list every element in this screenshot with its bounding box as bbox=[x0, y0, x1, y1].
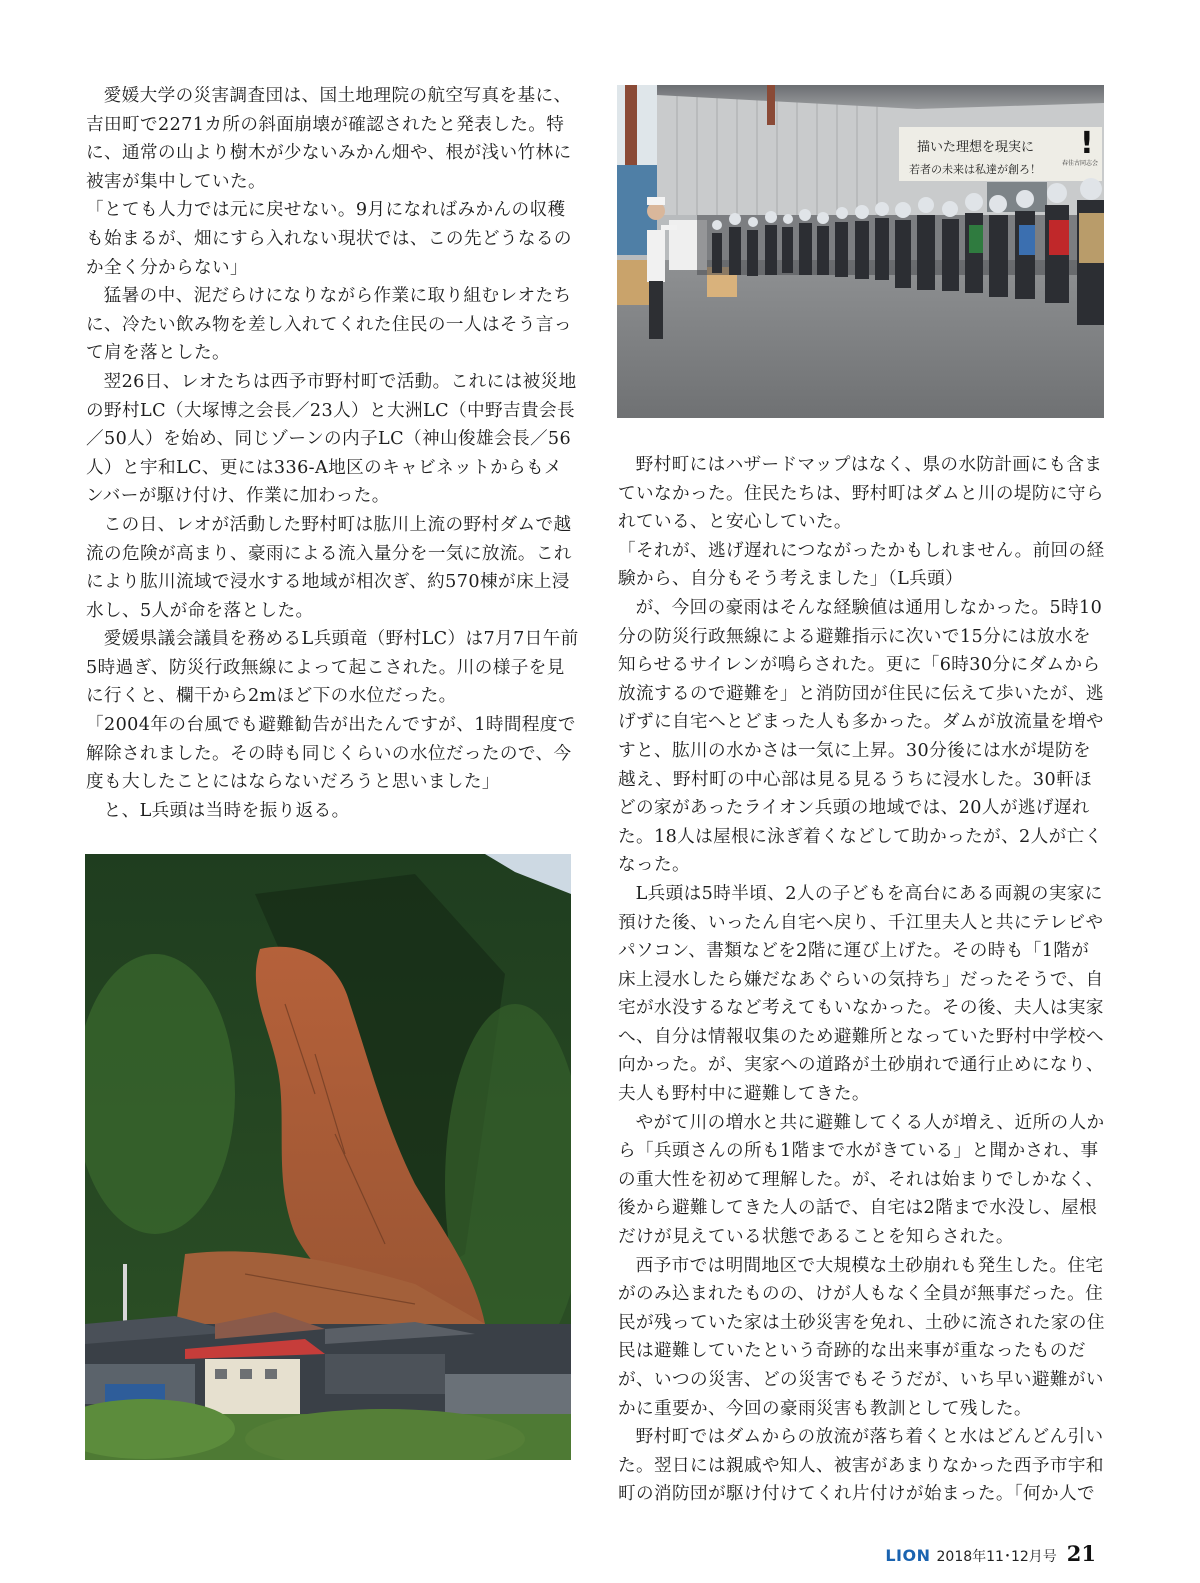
paragraph: が、今回の豪雨はそんな経験値は通用しなかった。5時10分の防災行政無線による避難指示に次いで15分には放水を知らせるサイレンが鳴らされた。更に「6時30分にダムから放流するので避難を」と消防団が住民に伝えて歩いたが、逃げずに自宅へとどまった人も多かった。ダムが放流量を増やすと、肱川の水かさは一気に上昇。30分後には水が堤防を越え、野村町の中心部は見る見るうちに浸水した。30軒ほどの家があったライオン兵頭の地域では、20人が逃げ遅れた。18人は屋根に泳ぎ着くなどして助かったが、2人が亡くなった。 bbox=[618, 597, 1104, 876]
magazine-brand: LION bbox=[885, 1546, 931, 1565]
paragraph: 猛暑の中、泥だらけになりながら作業に取り組むレオたちに、冷たい飲み物を差し入れてくれた住民の一人はそう言って肩を落とした。 bbox=[86, 286, 572, 364]
landslide-photo bbox=[85, 854, 571, 1460]
paragraph: と、L兵頭は当時を振り返る。 bbox=[103, 800, 350, 821]
issue-date: 2018年11･12月号 bbox=[936, 1549, 1057, 1565]
right-text-column bbox=[618, 451, 1106, 1509]
page-footer bbox=[885, 1541, 1096, 1566]
banner-line1: 描いた理想を現実に bbox=[917, 140, 1035, 155]
paragraph: 翌26日、レオたちは西予市野村町で活動。これには被災地の野村LC（大塚博之会長／23人）と大洲LC（中野吉貴会長／50人）を始め、同じゾーンの内子LC（神山俊雄会長／56人）と宇和LC、更には336-A地区のキャビネットからもメンバーが駆け付け、作業に加わった。 bbox=[86, 371, 577, 507]
paragraph: 野村町ではダムからの放流が落ち着くと水はどんどん引いた。翌日には親戚や知人、被害があまりなかった西予市宇和町の消防団が駆け付けてくれ片付けが始まった。「何か人で bbox=[618, 1427, 1104, 1505]
paragraph: この日、レオが活動した野村町は肱川上流の野村ダムで越流の危険が高まり、豪雨による流入量分を一気に放流。これにより肱川流域で浸水する地域が相次ぎ、約570棟が床上浸水し、5人が命を落とした。 bbox=[86, 514, 572, 621]
page-number: 21 bbox=[1066, 1541, 1096, 1566]
paragraph: 「とても人力では元に戻せない。9月になればみかんの収穫も始まるが、畑にすら入れない現状では、この先どうなるのか全く分からない」 bbox=[86, 200, 572, 278]
paragraph: 愛媛県議会議員を務めるL兵頭竜（野村LC）は7月7日午前5時過ぎ、防災行政無線によって起こされた。川の様子を見に行くと、欄干から2mほど下の水位だった。 bbox=[86, 629, 579, 707]
left-text-column bbox=[86, 82, 580, 825]
banner-line2: 若者の未来は私達が創ろ！ bbox=[909, 163, 1041, 176]
paragraph: L兵頭は5時半頃、2人の子どもを高台にある両親の実家に預けた後、いったん自宅へ戻り、千江里夫人と共にテレビやパソコン、書類などを2階に運び上げた。その時も「1階が床上浸水したら嫌だなあぐらいの気持ち」だったそうで、自宅が水没するなど考えてもいなかった。その後、夫人は実家へ、自分は情報収集のため避難所となっていた野村中学校へ向かった。が、実家への道路が土砂崩れで通行止めになり、夫人も野村中に避難してきた。 bbox=[618, 883, 1104, 1105]
svg-text:!: ! bbox=[1080, 126, 1094, 161]
paragraph: 「2004年の台風でも避難勧告が出たんですが、1時間程度で解除されました。その時も同じくらいの水位だったので、今度も大したことにはならないだろうと思いました」 bbox=[86, 715, 576, 793]
banner-sign: 春佳古同志会 bbox=[1062, 160, 1099, 167]
paragraph: 愛媛大学の災害調査団は、国土地理院の航空写真を基に、吉田町で2271カ所の斜面崩壊が確認されたと発表した。特に、通常の山より樹木が少ないみかん畑や、根が浅い竹林に被害が集中していた。 bbox=[86, 86, 572, 192]
paragraph: 西予市では明間地区で大規模な土砂崩れも発生した。住宅がのみ込まれたものの、けが人もなく全員が無事だった。住民が残っていた家は土砂災害を免れ、土砂に流された家の住民は避難していたという奇跡的な出来事が重なったものだが、いつの災害、どの災害でもそうだが、いち早い避難がいかに重要か、今回の豪雨災害も教訓として残した。 bbox=[618, 1255, 1105, 1419]
volunteers-photo bbox=[617, 85, 1104, 418]
paragraph: 野村町にはハザードマップはなく、県の水防計画にも含まていなかった。住民たちは、野村町はダムと川の堤防に守られている、と安心していた。 bbox=[618, 455, 1104, 533]
paragraph: 「それが、逃げ遅れにつながったかもしれません。前回の経験から、自分もそう考えました」（L兵頭） bbox=[618, 540, 1105, 590]
paragraph: やがて川の増水と共に避難してくる人が増え、近所の人から「兵頭さんの所も1階まで水がきている」と聞かされ、事の重大性を初めて理解した。が、それは始まりでしかなく、後から避難してきた人の話で、自宅は2階まで水没し、屋根だけが見えている状態であることを知らされた。 bbox=[618, 1112, 1105, 1248]
